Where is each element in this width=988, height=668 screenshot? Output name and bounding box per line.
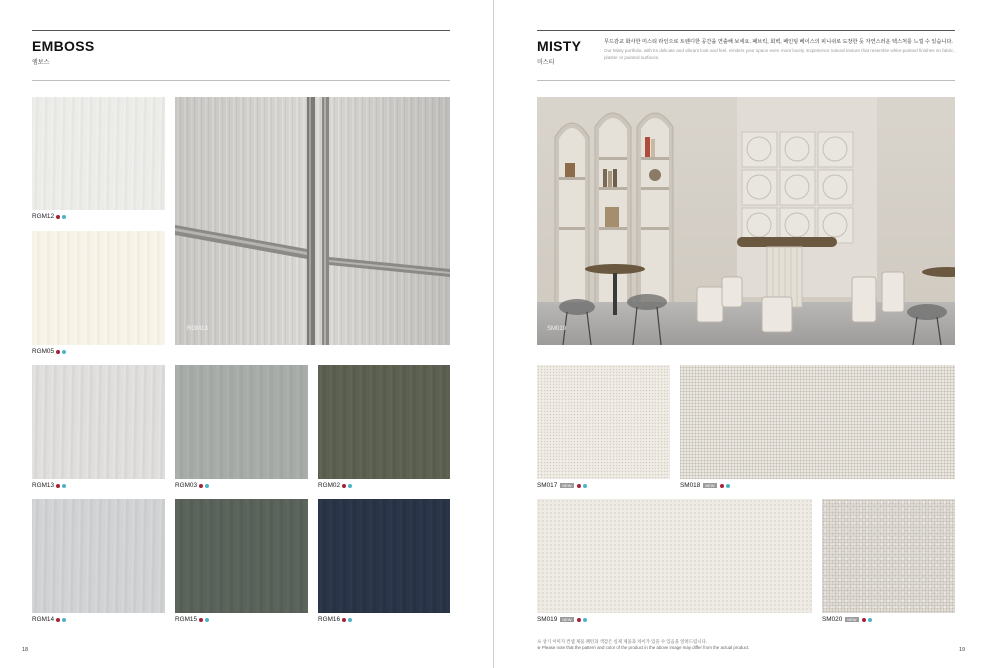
swatch-label bbox=[32, 348, 66, 355]
swatch-label bbox=[537, 482, 587, 489]
swatch-label bbox=[32, 616, 66, 623]
blue-dot-icon bbox=[348, 618, 352, 622]
page-number: 19 bbox=[959, 647, 966, 653]
blue-dot-icon bbox=[205, 618, 209, 622]
swatch-label bbox=[822, 616, 872, 623]
footnote-english: ※ Please note that the pattern and color of the product in the above image may differ from the actual product. bbox=[537, 645, 750, 650]
swatch-rgm05[interactable] bbox=[32, 231, 165, 345]
red-dot-icon bbox=[342, 618, 346, 622]
red-dot-icon bbox=[56, 350, 60, 354]
photo-label: SM019 bbox=[547, 326, 567, 332]
swatch-sm020[interactable] bbox=[822, 499, 955, 613]
red-dot-icon bbox=[199, 618, 203, 622]
new-badge: NEW bbox=[847, 617, 857, 622]
red-dot-icon bbox=[199, 484, 203, 488]
red-dot-icon bbox=[720, 484, 724, 488]
swatch-sm018[interactable] bbox=[680, 365, 955, 479]
description-korean: 무드감교 화사한 미스티 라인으로 트렌디한 공간을 연출해 보세요. 패브릭, 회벽, 페인팅 베이스의 피니쉬로 도장한 듯 자연스러운 텍스처를 느낄 수 있습니다. bbox=[604, 39, 953, 45]
new-badge: NEW bbox=[562, 617, 572, 622]
blue-dot-icon bbox=[868, 618, 872, 622]
blue-dot-icon bbox=[62, 215, 66, 219]
interior-illustration bbox=[537, 97, 955, 345]
right-page bbox=[494, 0, 988, 668]
page-title: MISTY bbox=[537, 38, 582, 54]
blue-dot-icon bbox=[62, 618, 66, 622]
swatch-label bbox=[175, 482, 209, 489]
blue-dot-icon bbox=[348, 484, 352, 488]
red-dot-icon bbox=[577, 618, 581, 622]
swatch-label bbox=[32, 482, 66, 489]
swatch-sm017[interactable] bbox=[537, 365, 670, 479]
swatch-code: RGM03 bbox=[175, 482, 198, 489]
top-rule bbox=[32, 30, 450, 31]
page-subtitle: 미스티 bbox=[537, 60, 555, 66]
swatch-rgm15[interactable] bbox=[175, 499, 308, 613]
blue-dot-icon bbox=[583, 484, 587, 488]
swatch-code: SM017 bbox=[537, 482, 558, 489]
swatch-code: RGM02 bbox=[318, 482, 341, 489]
red-dot-icon bbox=[56, 618, 60, 622]
blue-dot-icon bbox=[726, 484, 730, 488]
swatch-code: SM019 bbox=[537, 616, 558, 623]
swatch-code: SM018 bbox=[680, 482, 701, 489]
swatch-rgm13[interactable] bbox=[32, 365, 165, 479]
red-dot-icon bbox=[862, 618, 866, 622]
red-dot-icon bbox=[577, 484, 581, 488]
swatch-code: RGM14 bbox=[32, 616, 55, 623]
swatch-rgm12[interactable] bbox=[32, 97, 165, 210]
swatch-code: RGM16 bbox=[318, 616, 341, 623]
swatch-label bbox=[32, 213, 66, 220]
top-rule bbox=[537, 30, 955, 31]
swatch-rgm14[interactable] bbox=[32, 499, 165, 613]
swatch-code: RGM15 bbox=[175, 616, 198, 623]
swatch-sm019[interactable] bbox=[537, 499, 812, 613]
interior-photo bbox=[537, 97, 955, 345]
swatch-code: RGM05 bbox=[32, 348, 55, 355]
header-divider bbox=[537, 80, 955, 81]
blue-dot-icon bbox=[62, 484, 66, 488]
blue-dot-icon bbox=[583, 618, 587, 622]
swatch-rgm03[interactable] bbox=[175, 365, 308, 479]
photo-label: RGM13 bbox=[187, 326, 208, 332]
header-divider bbox=[32, 80, 450, 81]
footnote-korean: ※ 상기 이미지 컨셉 제품 패턴과 색감은 실제 제품과 차이가 있을 수 있음을 알려드립니다. bbox=[537, 639, 707, 644]
blue-dot-icon bbox=[205, 484, 209, 488]
swatch-rgm02[interactable] bbox=[318, 365, 450, 479]
red-dot-icon bbox=[56, 484, 60, 488]
swatch-rgm16[interactable] bbox=[318, 499, 450, 613]
page-title: EMBOSS bbox=[32, 38, 95, 54]
swatch-label bbox=[175, 616, 209, 623]
cabinet-illustration bbox=[175, 97, 450, 345]
swatch-label bbox=[537, 616, 587, 623]
swatch-code: RGM12 bbox=[32, 213, 55, 220]
new-badge: NEW bbox=[562, 483, 572, 488]
swatch-label bbox=[680, 482, 730, 489]
swatch-code: SM020 bbox=[822, 616, 843, 623]
page-subtitle: 엠보스 bbox=[32, 60, 50, 66]
red-dot-icon bbox=[56, 215, 60, 219]
cabinet-door-photo bbox=[175, 97, 450, 345]
page-number: 18 bbox=[22, 647, 29, 653]
new-badge: NEW bbox=[705, 483, 715, 488]
swatch-label bbox=[318, 616, 352, 623]
description-english: Our Misty portfolio, with its delicate and vibrant look and feel, renders your space even more lovely. Experience natural texture that resemble white-painted finishes on fabric, plaster or painted surfaces. bbox=[604, 48, 955, 60]
blue-dot-icon bbox=[62, 350, 66, 354]
swatch-code: RGM13 bbox=[32, 482, 55, 489]
swatch-label bbox=[318, 482, 352, 489]
red-dot-icon bbox=[342, 484, 346, 488]
